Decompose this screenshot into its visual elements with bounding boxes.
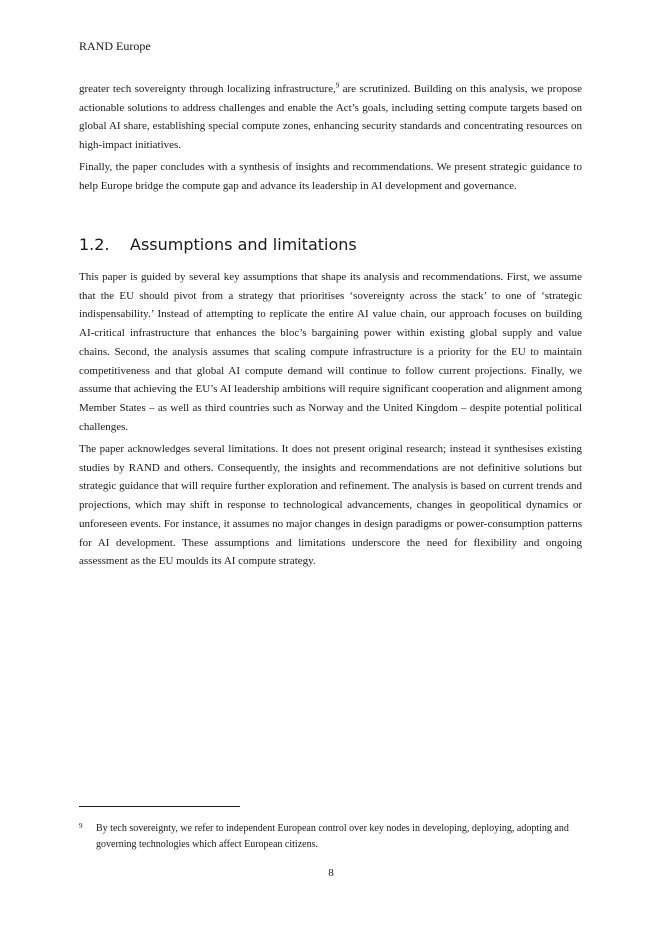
intro-paragraph-2: Finally, the paper concludes with a synthesis of insights and recommendations. We present strategic guidance to help Europe bridge the compute gap and advance its leadership in AI development and governance. bbox=[79, 161, 582, 192]
running-header: RAND Europe bbox=[79, 39, 151, 53]
assumptions-paragraph: This paper is guided by several key assumptions that shape its analysis and recommendations. First, we assume that the EU should pivot from a strategy that prioritises ‘sovereignty across the stack’ to one of ‘strategic indispensability.’ Instead of attempting to replicate the entire AI value chain, our approach focuses on building AI-critical infrastructure that enhances the bloc’s bargaining power within existing global supply and value chains. Second, the analysis assumes that scaling compute infrastructure is a priority for the EU to maintain competitiveness and that global AI compute demand will continue to follow current projections. Finally, we assume that achieving the EU’s AI leadership ambitions will require significant cooperation and alignment among Member States – as well as third countries such as Norway and the United Kingdom – despite potential political challenges. bbox=[79, 271, 582, 433]
footnote-mark: 9 bbox=[79, 822, 83, 830]
footnote-divider bbox=[79, 806, 240, 807]
section-heading bbox=[79, 235, 357, 255]
intro-text-after-ref: are scrutinized. Building on this analysis, we propose actionable solutions to address challenges and enable the Act’s goals, including setting compute targets based on global AI share, establishing special compute zones, enhancing security standards and concentrating resources on high-impact initiatives. bbox=[79, 83, 582, 152]
page-number: 8 bbox=[328, 867, 334, 879]
intro-text-before-ref: greater tech sovereignty through localizing infrastructure, bbox=[79, 83, 336, 95]
footnote bbox=[79, 821, 582, 853]
section-title: Assumptions and limitations bbox=[130, 235, 357, 254]
footnote-reference[interactable]: 9 bbox=[335, 81, 340, 90]
intro-paragraph-1 bbox=[79, 80, 582, 155]
footnote-text: By tech sovereignty, we refer to independent European control over key nodes in developing, deploying, adopting and governing technologies which affect European citizens. bbox=[96, 823, 569, 850]
limitations-paragraph: The paper acknowledges several limitations. It does not present original research; instead it synthesises existing studies by RAND and others. Consequently, the insights and recommendations are not definitive solutions but strategic guidance that will require further exploration and refinement. The analysis is based on current trends and projections, which may shift in response to technological advancements, changes in geopolitical dynamics or unforeseen events. For instance, it assumes no major changes in design paradigms or power-consumption patterns for AI development. These assumptions and limitations underscore the need for flexibility and ongoing assessment as the EU moulds its AI compute strategy. bbox=[79, 443, 582, 568]
section-number: 1.2. bbox=[79, 235, 110, 254]
